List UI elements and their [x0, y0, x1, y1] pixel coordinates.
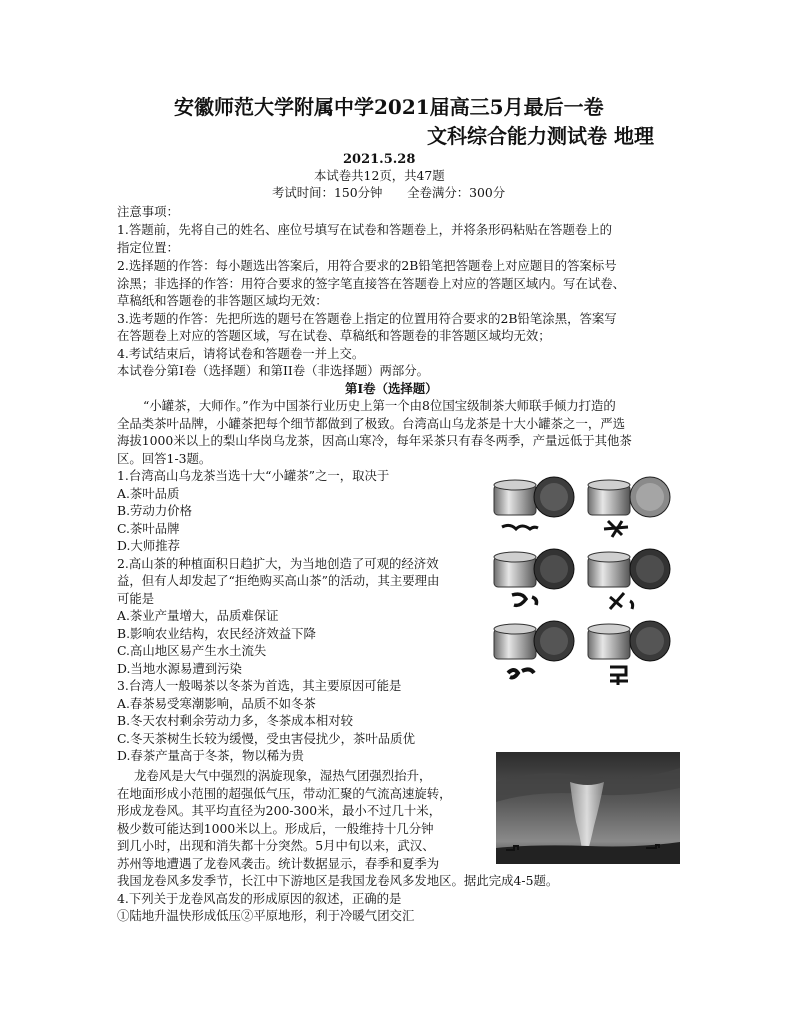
notice-line: 3.选考题的作答：先把所选的题号在答题卷上指定的位置用符合要求的2B铅笔涂黑，答案写	[117, 311, 617, 326]
notice-line: 草稿纸和答题卷的非答题区域均无效：	[117, 293, 328, 308]
question-3-stem: 3.台湾人一般喝茶以冬茶为首选，其主要原因可能是	[117, 678, 402, 693]
question-1-option-b: B.劳动力价格	[117, 503, 192, 518]
passage1-line: 全品类茶叶品牌，小罐茶把每个细节都做到了极致。台湾高山乌龙茶是十大小罐茶之一，严选	[117, 416, 626, 431]
tea-can-3	[494, 549, 574, 605]
passage2-line: 苏州等地遭遇了龙卷风袭击。统计数据显示，春季和夏季为	[117, 856, 440, 871]
section-title: 第I卷（选择题）	[345, 381, 438, 396]
notice-line: 本试卷分第I卷（选择题）和第II卷（非选择题）两部分。	[117, 363, 430, 378]
passage2-line: 形成龙卷风。其平均直径为200-300米，最小不过几十米，	[117, 803, 442, 818]
passage2-line: 龙卷风是大气中强烈的涡旋现象，湿热气团强烈抬升，	[134, 768, 432, 783]
tea-cans-image	[488, 471, 678, 691]
notice-line: 在答题卷上对应的答题区域，写在试卷、草稿纸和答题卷的非答题区域均无效；	[117, 328, 551, 343]
question-3-option-b: B.冬天农村剩余劳动力多，冬茶成本相对较	[117, 713, 354, 728]
notice-line: 指定位置：	[117, 240, 179, 255]
passage2-line: 到几小时，出现和消失都十分突然。5月中旬以来，武汉、	[117, 838, 435, 853]
question-3-option-d: D.春茶产量高于冬茶，物以稀为贵	[117, 748, 304, 763]
tea-can-2	[588, 477, 670, 537]
tea-can-5	[494, 621, 574, 678]
question-3-option-c: C.冬天茶树生长较为缓慢，受虫害侵扰少，茶叶品质优	[117, 731, 415, 746]
passage2-line: 我国龙卷风多发季节，长江中下游地区是我国龙卷风多发地区。据此完成4-5题。	[117, 873, 559, 888]
tornado-photo	[496, 752, 680, 864]
question-2-option-c: C.高山地区易产生水土流失	[117, 643, 267, 658]
notice-heading: 注意事项：	[117, 204, 179, 219]
tea-can-1	[494, 477, 574, 529]
passage1-line: “小罐茶，大师作。”作为中国茶行业历史上第一个由8位国宝级制茶大师联手倾力打造的	[143, 398, 616, 413]
question-2-option-a: A.茶业产量增大，品质难保证	[117, 608, 279, 623]
question-1-stem: 1.台湾高山乌龙茶当选十大“小罐茶”之一，取决于	[117, 468, 390, 483]
passage2-line: 极少数可能达到1000米以上。形成后，一般维持十几分钟	[117, 821, 434, 836]
notice-line: 1.答题前，先将自己的姓名、座位号填写在试卷和答题卷上，并将条形码粘贴在答题卷上的	[117, 222, 613, 237]
question-2-stem: 2.高山茶的种植面积日趋扩大，为当地创造了可观的经济效	[117, 556, 439, 571]
passage1-line: 海拔1000米以上的梨山华岗乌龙茶，因高山寒冷，每年采茶只有春冬两季，产量远低于其他茶	[117, 433, 632, 448]
exam-date: 2021.5.28	[343, 152, 416, 167]
question-2-stem: 益，但有人却发起了“拒绝购买高山茶”的活动，其主要理由	[117, 573, 440, 588]
notice-line: 4.考试结束后，请将试卷和答题卷一并上交。	[117, 346, 365, 361]
question-1-option-d: D.大师推荐	[117, 538, 180, 553]
notice-line: 2.选择题的作答：每小题选出答案后，用符合要求的2B铅笔把答题卷上对应题目的答案标号	[117, 258, 617, 273]
exam-title-line1: 安徽师范大学附属中学2021届高三5月最后一卷	[174, 95, 604, 119]
passage1-line: 区。回答1-3题。	[117, 451, 212, 466]
question-4-stem: 4.下列关于龙卷风高发的形成原因的叙述，正确的是	[117, 891, 402, 906]
question-2-stem: 可能是	[117, 591, 155, 606]
question-1-option-a: A.茶叶品质	[117, 486, 180, 501]
exam-info-time-score: 考试时间：150分钟 全卷满分：300分	[272, 185, 506, 200]
notice-line: 涂黑；非选择的作答：用符合要求的签字笔直接答在答题卷上对应的答题区域内。写在试卷、	[117, 276, 626, 291]
question-3-option-a: A.春茶易受寒潮影响，品质不如冬茶	[117, 696, 316, 711]
question-2-option-d: D.当地水源易遭到污染	[117, 661, 242, 676]
question-4-item: ①陆地升温快形成低压②平原地形，利于冷暖气团交汇	[117, 908, 415, 923]
question-1-option-c: C.茶叶品牌	[117, 521, 180, 536]
tea-can-4	[588, 549, 670, 609]
exam-title-line2: 文科综合能力测试卷 地理	[427, 124, 654, 148]
tea-can-6	[588, 621, 670, 685]
question-2-option-b: B.影响农业结构，农民经济效益下降	[117, 626, 316, 641]
passage2-line: 在地面形成小范围的超强低气压，带动汇聚的气流高速旋转，	[117, 786, 452, 801]
exam-info-pages: 本试卷共12页，共47题	[314, 168, 445, 183]
